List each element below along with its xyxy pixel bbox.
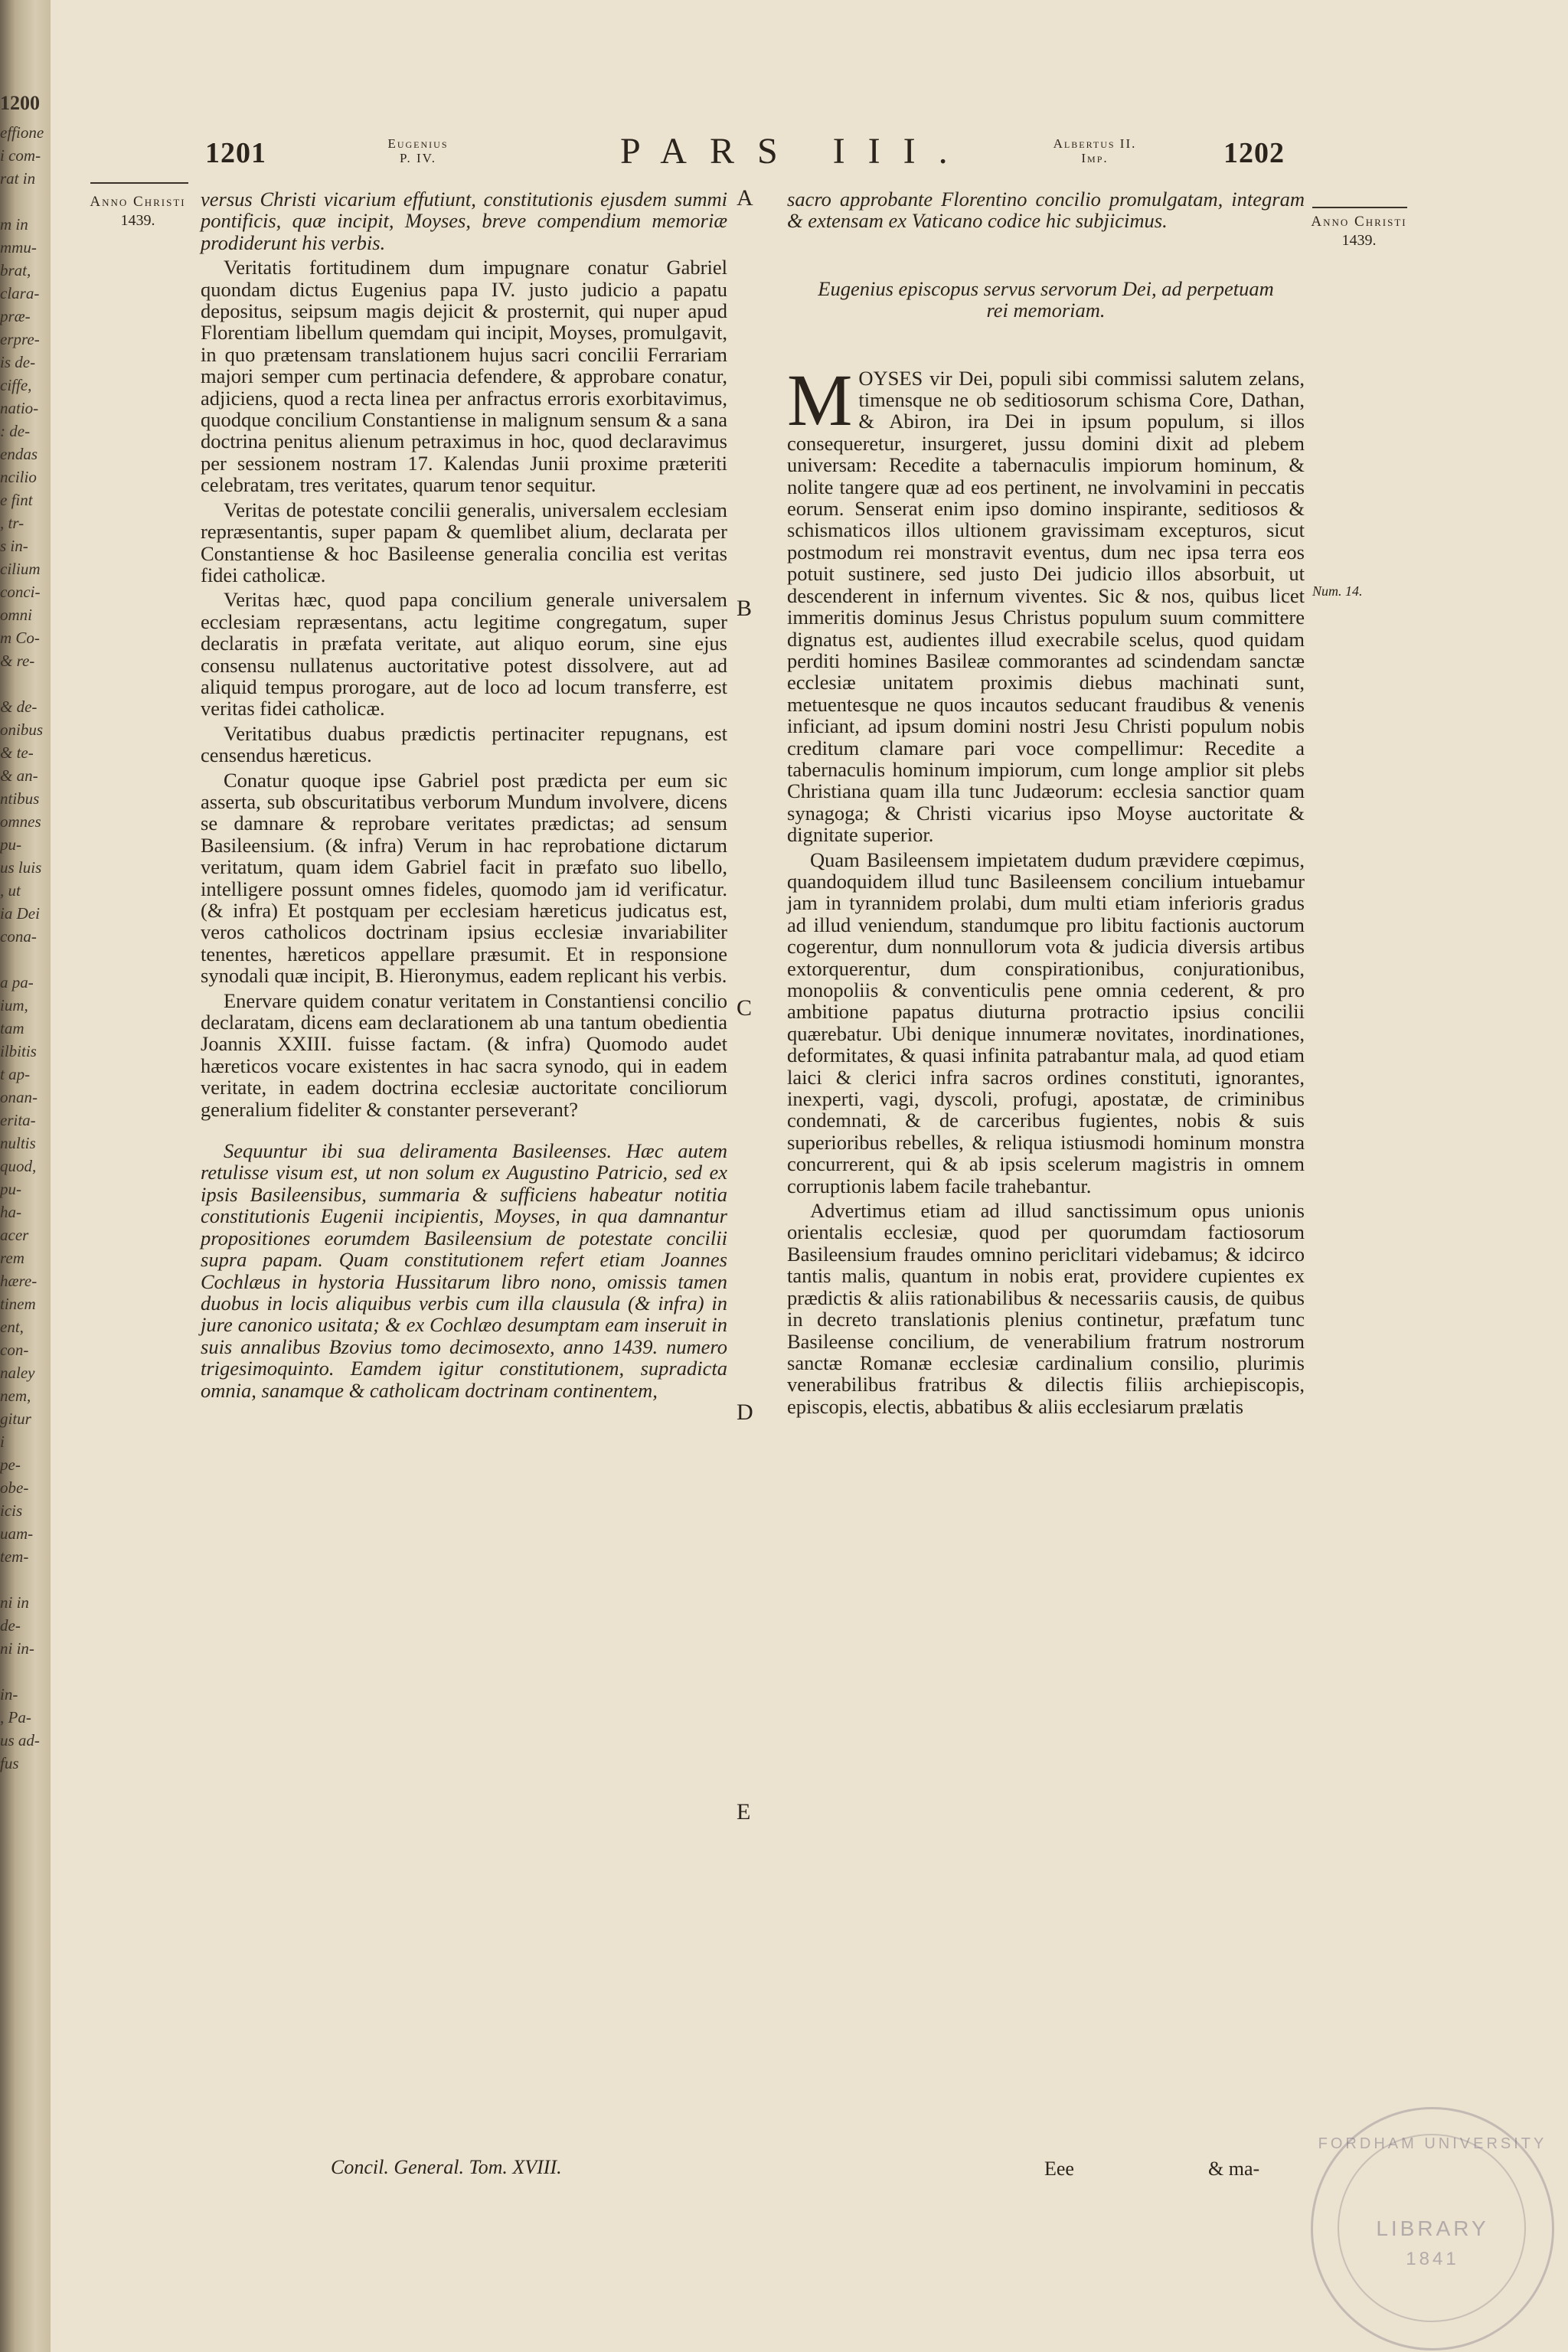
facing-page-line: , Pa- <box>0 1708 31 1726</box>
facing-page-line: & de- <box>0 697 38 716</box>
facing-page-line: ntibus <box>0 789 40 808</box>
paragraph-text: Sequuntur ibi sua deliramenta Basileenses. Hæc autem retulisse visum est, ut non solum ex Augustino Patricio, sed ex ipsis Basileensibus, summaria & sufficiens habeatur notitia constitutionis Eugenii incipientis, Moyses, in qua damnantur propositiones eorumdem Basileensium de potestate concilii supra papam. Quam constitutionem refert etiam Joannes Cochlæus in hystoria Hussitarum libro nono, omissis tamen duobus in locis aliquibus verbis cum illa clausula (& infra) in jure canonico usitata; & ex Cochlæo desumptam eam inseruit in suis annalibus Bzovius tomo decimosexto, anno 1439. numero trigesimoquinto. Eamdem igitur constitutionem, supradicta omnia, sanamque & catholicam doctrinam continentem, <box>201 1139 727 1402</box>
facing-page-line: conci- <box>0 583 41 601</box>
facing-page-line: cilium <box>0 560 41 578</box>
facing-page-line: t ap- <box>0 1065 31 1083</box>
paragraph <box>201 188 727 253</box>
facing-page-line: brat, <box>0 261 31 279</box>
running-head-pope-number: P. IV. <box>399 151 437 165</box>
facing-page-line: icis <box>0 1501 23 1520</box>
facing-page-line: effione <box>0 123 44 142</box>
facing-page-line: onan- <box>0 1088 38 1106</box>
facing-page-line: : de- <box>0 422 31 440</box>
section-letter-e: E <box>737 1799 751 1824</box>
right-text-column <box>787 188 1305 1420</box>
paragraph-text: Enervare quidem conatur veritatem in Constantiensi concilio declaratam, dicens eam declarationem ab una tantum obedientia Joannis XXIII. fuisse factam. (& infra) Quomodo audet hæreticos vocare existentes in hac sacra synodo, qui in eadem veritate, in eadem doctrina ecclesiæ auctoritate conciliorum generalium fideliter & constanter perseverant? <box>201 988 727 1121</box>
facing-page-line: uam- <box>0 1524 34 1543</box>
left-footer-volume: Concil. General. Tom. XVIII. <box>331 2156 562 2178</box>
anno-christi-left <box>84 193 191 230</box>
stamp-year: 1841 <box>1406 2249 1459 2269</box>
facing-page-line: omni <box>0 606 32 624</box>
paragraph <box>201 256 727 495</box>
facing-page-line: & an- <box>0 766 38 785</box>
facing-page-line: ni in <box>0 1593 29 1612</box>
facing-page-line: rem <box>0 1249 24 1267</box>
facing-page-line: gitur <box>0 1410 31 1428</box>
facing-page-line <box>0 1660 49 1683</box>
facing-page-line: i <box>0 1432 5 1451</box>
stamp-university: FORDHAM UNIVERSITY <box>1318 2135 1547 2152</box>
facing-page-line: tem- <box>0 1547 29 1566</box>
paragraph-text: versus Christi vicarium effutiunt, constitutionis ejusdem summi pontificis, quæ incipit, Moyses, breve compendium memoriæ prodiderunt his verbis. <box>201 188 727 254</box>
facing-page-line: con- <box>0 1341 29 1359</box>
section-letter-a: A <box>737 185 753 211</box>
paragraph <box>201 723 727 766</box>
facing-page-line: tam <box>0 1019 24 1037</box>
facing-page-line: m Co- <box>0 629 40 647</box>
left-header-rule <box>90 182 188 184</box>
facing-page-line: cona- <box>0 927 37 946</box>
margin-note-number: Num. 14. <box>1312 583 1363 599</box>
facing-page-line: ium, <box>0 996 28 1014</box>
anno-christi-right <box>1311 213 1407 250</box>
facing-page-line: omnes <box>0 812 41 831</box>
running-head-emperor: Albertus II. <box>1053 136 1137 151</box>
facing-page-line: nultis <box>0 1134 36 1152</box>
paragraph <box>787 1200 1305 1417</box>
section-letter-b: B <box>737 596 753 621</box>
facing-page-number: 1200 <box>0 92 40 114</box>
paragraph <box>201 769 727 987</box>
bull-heading <box>818 278 1274 322</box>
facing-page-line: in- <box>0 1685 18 1704</box>
paragraph <box>787 358 1305 847</box>
left-running-head <box>357 136 479 165</box>
right-header-rule <box>1312 207 1407 208</box>
signature-mark: Eee <box>1044 2158 1074 2180</box>
facing-page-line: præ- <box>0 307 31 325</box>
facing-page-line: mmu- <box>0 238 37 256</box>
facing-page-line: i com- <box>0 146 41 165</box>
facing-page-line: naley <box>0 1364 35 1382</box>
anno-label: Anno Christi <box>90 194 186 210</box>
right-running-head <box>1018 136 1171 165</box>
paragraph <box>201 990 727 1120</box>
facing-page-line <box>0 1568 49 1591</box>
paragraph <box>787 849 1305 1197</box>
facing-page-line: ciffe, <box>0 376 32 394</box>
facing-page-line: nem, <box>0 1387 31 1405</box>
facing-page-line: e fint <box>0 491 33 509</box>
paragraph-text: Veritas hæc, quod papa concilium generale universalem ecclesiam repræsentans, actu legitime congregatum, super declaratis in præfata veritate, aut aliquo eorum, sine ejus consensu nullatenus auctoritative potest dissolvere, aut ad aliquid tempus prorogare, aut de loco ad locum transferre, est veritas fidei catholicæ. <box>201 588 727 720</box>
facing-page-line: pe- <box>0 1455 21 1474</box>
facing-page-line: tinem <box>0 1295 36 1313</box>
facing-page-line: endas <box>0 445 38 463</box>
paragraph <box>201 1140 727 1401</box>
facing-page-line: & te- <box>0 743 34 762</box>
facing-page-fragment <box>0 92 49 1775</box>
facing-page-line <box>0 190 49 213</box>
page-title: PARS III. <box>620 131 971 172</box>
facing-page-line: clara- <box>0 284 40 302</box>
paragraph-text: Advertimus etiam ad illud sanctissimum opus unionis orientalis ecclesiæ, quod per quorumdam factiosorum Basileensium fraudes omnino periclitari videbamus; & idcirco tantis malis, quantum in nobis erat, providere cupientes ex prædictis & aliis rationabilibus & necessariis causis, de quibus in decreto translationis plenius continetur, præfatum tunc Basileense concilium, de venerabilium fratrum nostrorum sanctæ Romanæ ecclesiæ cardinalium consilio, plurimis venerabilibus fratribus & dilectis filiis archiepiscopis, episcopis, electis, abbatibus & aliis ecclesiarum prælatis <box>787 1199 1305 1418</box>
facing-page-line: erpre- <box>0 330 40 348</box>
facing-page-line: ia Dei <box>0 904 40 923</box>
facing-page-line: rat in <box>0 169 36 188</box>
paragraph <box>201 499 727 586</box>
paragraph-text: OYSES vir Dei, populi sibi commissi salutem zelans, timensque ne ob seditiosorum schisma Core, Dathan, & Abiron, ira Dei in ipsum populum, si illos consequeretur, insurgeret, jussu domini dixit ad plebem universam: Recedite a tabernaculis impiorum hominum, & nolite tangere quæ ad eos pertinent, ne involvamini in peccatis eorum. Senserat enim ipso domino inspirante, seditiosos & schismaticos illos ultionem gravissimam excepturos, sicut postmodum rei monstravit eventus, dum nec ipsa terra eos potuit sustinere, sed justo Dei judicio illos absorbuit, ut descenderent in infernum viventes. Sic & nos, quibus licet immeritis dominus Jesus Christus populum suum committere dignatus est, audientes illud execrabile scelus, quod quidam perditi homines Basileæ commorantes ad scindendam sanctæ ecclesiæ unitatem proximis diebus machinati sunt, metuentesque ne quos incautos seducant fraudibus & venenis inficiant, ad ipsum domini nostri Jesu Christi populum nobis creditum clamare pari voce compellimur: Recedite a tabernaculis hominum impiorum, cum longe amplior sit plebs Christiana quam illa tunc Judæorum: ecclesia sanctior quam synagoga; & Christi vicarius ipso Moyse auctoritate & dignitate superior. <box>787 366 1305 847</box>
facing-page-line: ilbitis <box>0 1042 37 1060</box>
facing-page-line: us ad- <box>0 1731 40 1749</box>
facing-page-lines <box>0 121 49 1775</box>
facing-page-line: natio- <box>0 399 39 417</box>
facing-page-line: ent, <box>0 1318 24 1336</box>
paragraph-text: Quam Basileensem impietatem dudum prævidere cœpimus, quandoquidem illud tunc Basileensem concilium intuebamur jam in tyrannidem prolabi, dum multi etiam inferioris gradus ad illud veniendum, standumque pro libitu factionis auctorum cogerentur, dum nonnullorum vota & judicia diversis artibus extorquerentur, dum conspirationibus, conjurationibus, monopoliis & conventiculis pene omnia cederent, & pro ambitione papatus diuturna protractio ipsius concilii quærebatur. Ubi denique innumeræ novitates, inordinationes, deformitates, & quasi infinita patrabantur mala, ad quod etiam laici & clerici infra sacros ordines constituti, ignorantes, inexperti, vagi, dyscoli, profugi, apostatæ, de criminibus condemnati, & de carceribus fugientes, nobis & suis superioribus rebelles, & reliqua istiusmodi hominum monstra concurrerent, qui & ab ipsis scelerum magistris in omnem corruptionis labem facile trahebantur. <box>787 848 1305 1197</box>
section-letter-d: D <box>737 1400 753 1425</box>
facing-page-line <box>0 948 49 971</box>
paragraph <box>201 589 727 719</box>
facing-page-line: pu- <box>0 835 21 854</box>
facing-page-line: quod, <box>0 1157 37 1175</box>
anno-year: 1439. <box>120 212 155 229</box>
paragraph-text: Veritas de potestate concilii generalis, universalem ecclesiam repræsentantis, super papam & quemlibet alium, declarata per Constantiense & hoc Basileense generalia concilia est veritas fidei catholicæ. <box>201 498 727 586</box>
facing-page-line: ha- <box>0 1203 21 1221</box>
facing-page-line: fus <box>0 1754 19 1772</box>
facing-page-line: is de- <box>0 353 36 371</box>
section-letter-c: C <box>737 995 753 1021</box>
running-head-emperor-title: Imp. <box>1081 151 1109 165</box>
facing-page-line: ncilio <box>0 468 37 486</box>
paragraph-text: Veritatis fortitudinem dum impugnare conatur Gabriel quondam dictus Eugenius papa IV. justo judicio a papatu depositus, seipsum magis dejicit & prosternit, qui nuper apud Florentiam libellum quemdam qui incipit, Moyses, promulgavit, in quo prætensam translationem hujus sacri concilii Ferrariam majori semper cum pertinacia defendere, & approbare conatur, adjiciens, quod a recta linea per anfractus erroris exorbitavimus, quodque concilium Constantiense in malignum sensum & a sana doctrina penitus alienum petraximus in hoc, quod declaravimus per sessionem nostram 17. Kalendas Junii proxime præteriti celebratam, tres veritates, quarum tenor sequitur. <box>201 256 727 497</box>
facing-page-line: us luis <box>0 858 42 877</box>
stamp-library: LIBRARY <box>1376 2216 1489 2240</box>
facing-page-line: , ut <box>0 881 21 900</box>
facing-page-line: acer <box>0 1226 29 1244</box>
right-page-number: 1202 <box>1223 137 1285 169</box>
paragraph-text: Conatur quoque ipse Gabriel post prædicta per eum sic asserta, sub obscuritatibus verborum Mundum involvere, dicens se damnare & reprobare veritates prædictas; ad sensum Basileensium. (& infra) Verum in hac reprobatione dictarum veritatum, quam idem Gabriel facit in præfato suo libello, intelligere possunt omnes fideles, quomodo jam id verificatur. (& infra) Et postquam per ecclesiam hæreticus judicatus est, veros catholicos doctrinam ipsius ecclesiæ invariabiliter tenentes, hæreticos appellare præsumit. Et in responsione synodali quæ incipit, B. Hieronymus, eadem replicant his verbis. <box>201 768 727 988</box>
library-stamp <box>1311 2107 1554 2350</box>
facing-page-line: m in <box>0 215 28 234</box>
facing-page-line: ni in- <box>0 1639 34 1658</box>
anno-label: Anno Christi <box>1311 214 1407 230</box>
paragraph-text: sacro approbante Florentino concilio promulgatam, integram & extensam ex Vaticano codice hic subjicimus. <box>787 188 1305 233</box>
running-head-pope: Eugenius <box>387 136 449 151</box>
drop-cap: M <box>787 358 853 441</box>
facing-page-line: erita- <box>0 1111 36 1129</box>
facing-page-line <box>0 672 49 695</box>
facing-page-line: de- <box>0 1616 21 1635</box>
paragraph-text: Eugenius episcopus servus servorum Dei, ad perpetuam rei memoriam. <box>818 276 1274 322</box>
facing-page-line: obe- <box>0 1478 29 1497</box>
catchword: & ma- <box>1208 2158 1260 2180</box>
left-page-number: 1201 <box>205 137 266 169</box>
facing-page-line: hære- <box>0 1272 38 1290</box>
facing-page-line: & re- <box>0 652 35 670</box>
facing-page-line: a pa- <box>0 973 34 991</box>
facing-page-line: pu- <box>0 1180 21 1198</box>
paragraph-text: Veritatibus duabus prædictis pertinaciter repugnans, est censendus hæreticus. <box>201 721 727 767</box>
facing-page-line: , tr- <box>0 514 24 532</box>
facing-page-line: onibus <box>0 720 44 739</box>
anno-year: 1439. <box>1341 232 1377 249</box>
left-text-column <box>201 188 727 1404</box>
paragraph <box>787 188 1305 232</box>
facing-page-line: s in- <box>0 537 28 555</box>
